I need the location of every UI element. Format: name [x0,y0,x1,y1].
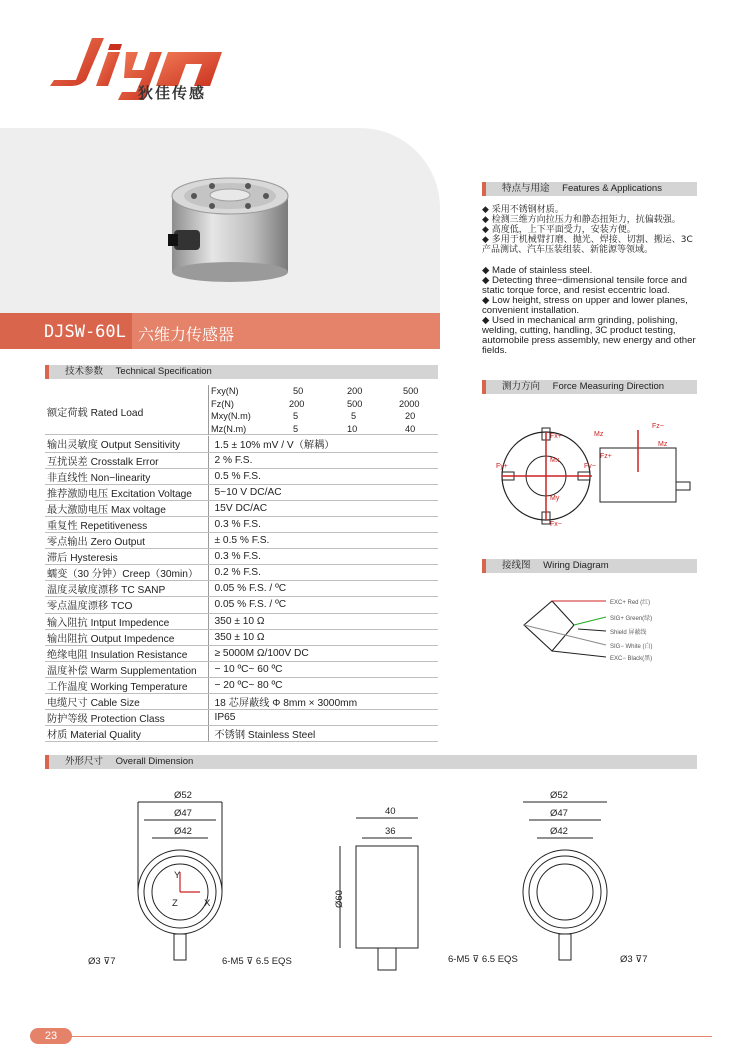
spec-value: 5~10 V DC/AC [208,484,438,500]
spec-value: 350 ± 10 Ω [208,629,438,645]
table-row [45,597,438,613]
dim-label: 6-M5 ⊽ 6.5 EQS [222,956,292,967]
page-number: 23 [30,1028,72,1044]
rated-cell: 50 [293,386,304,396]
rated-cell: 5 [351,411,357,421]
rated-load-label: 额定荷载 Rated Load [47,408,144,419]
table-row [45,436,438,452]
spec-label: 电缆尺寸 Cable Size [45,694,208,710]
spec-label: 非直线性 Non−linearity [45,468,208,484]
rated-cell: 10 [347,423,358,434]
dim-label: Ø52 [174,790,192,801]
force-label: My [550,495,560,502]
spec-label: 输入阻抗 Intput Impedence [45,613,208,629]
rated-cell: Fz(N) [211,398,234,409]
feature-item: ◆ 检测三维方向拉压力和静态扭矩力，抗偏载强。 [482,215,681,225]
spec-label: 工作温度 Working Temperature [45,677,208,693]
dim-label: Ø60 [334,890,345,908]
rated-cell: 500 [403,386,419,396]
spec-value: 0.05 % F.S. / ºC [208,581,438,597]
spec-label: 重复性 Repetitiveness [45,516,208,532]
spec-value: 0.05 % F.S. / ºC [208,597,438,613]
dimension-drawings [40,780,700,980]
section-label-cn: 外形尺寸 [65,756,104,767]
spec-value: 18 芯屏蔽线 Φ 8mm × 3000mm [208,694,438,710]
table-row [45,661,438,677]
product-model: DJSW-60L [44,322,126,342]
rated-cell: Fxy(N) [211,386,239,396]
dim-label: Ø3 ⊽7 [620,954,648,965]
spec-label: 温度补偿 Warm Supplementation [45,661,208,677]
brand-name-cn: 狄佳传感 [138,84,207,102]
rated-cell: 2000 [399,398,420,409]
spec-value: − 10 ºC~ 60 ºC [208,661,438,677]
spec-label: 蠕变（30 分钟）Creep（30min） [45,565,208,581]
features-cn-list [482,205,698,255]
rated-row [209,385,439,398]
wiring-header [482,559,697,573]
section-label-cn: 特点与用途 [502,183,550,194]
dim-label: Ø47 [174,808,192,819]
spec-value: IP65 [208,710,438,726]
rated-cell: 200 [289,398,305,409]
dim-label: 36 [385,826,396,837]
table-row [45,710,438,726]
dim-label: Ø42 [174,826,192,837]
force-label: Fz− [652,423,664,430]
rated-cell: 40 [405,423,416,434]
dimension-header [45,755,697,769]
table-row [45,533,438,549]
spec-value: 不锈钢 Stainless Steel [208,726,438,742]
force-label: Fx− [550,521,562,528]
table-row [45,500,438,516]
section-label-en: Wiring Diagram [543,560,609,571]
wiring-diagram [518,595,698,665]
section-label-cn: 测力方向 [502,381,541,392]
spec-label: 推荐激励电压 Excitation Voltage [45,484,208,500]
spec-value: ± 0.5 % F.S. [208,533,438,549]
feature-item: ◆ Detecting three−dimensional tensile force and static torque force, and resist eccentric load. [482,275,687,296]
section-label-cn: 接线图 [502,560,531,571]
product-title-bar [0,313,440,349]
spec-label: 零点温度漂移 TCO [45,597,208,613]
axis-label: Y [174,870,181,881]
features-en-list [482,266,698,356]
spec-label: 滞后 Hysteresis [45,549,208,565]
axis-label: Z [172,898,178,909]
table-row [45,452,438,468]
feature-item: ◆ Made of stainless steel. [482,265,593,276]
wire-label: Shield 屏蔽线 [610,630,647,636]
spec-value: 0.3 % F.S. [208,549,438,565]
spec-label: 输出灵敏度 Output Sensitivity [45,436,208,452]
force-label: Mz [594,431,604,438]
table-row [45,581,438,597]
dim-label: Ø47 [550,808,568,819]
dim-label: 40 [385,806,396,817]
spec-label: 最大激励电压 Max voltage [45,500,208,516]
table-row [45,645,438,661]
rated-row [209,423,439,436]
spec-label: 输出阻抗 Output Impedence [45,629,208,645]
force-label: Mx [550,457,560,464]
wire-label: SIG+ Green(绿) [610,616,653,622]
spec-label: 防护等级 Protection Class [45,710,208,726]
dim-label: Ø52 [550,790,568,801]
section-label-cn: 技术参数 [65,366,104,377]
features-header [482,182,697,196]
rated-cell: 5 [293,411,299,421]
wire-label: EXC+ Red (红) [610,600,651,606]
spec-label: 零点输出 Zero Output [45,533,208,549]
table-row [45,613,438,629]
feature-item: ◆ 高度低，上下平面受力，安装方便。 [482,225,636,235]
rated-cell: 500 [347,398,363,409]
dim-label: Ø42 [550,826,568,837]
spec-value: 0.3 % F.S. [208,516,438,532]
force-label: Mz [658,441,668,448]
table-row [45,516,438,532]
product-photo [160,168,300,288]
axis-label: X [204,898,211,909]
feature-item: ◆ 多用于机械臂打磨、抛光、焊接、切割、搬运、3C产品测试、汽车压装组装、新能源等领域。 [482,235,693,255]
spec-value: ≥ 5000M Ω/100V DC [208,645,438,661]
rated-cell: 5 [293,423,299,434]
rated-row [209,398,439,411]
section-label-en: Technical Specification [115,366,212,377]
dim-label: Ø3 ⊽7 [88,956,116,967]
tech-spec-header [45,365,438,379]
rated-cell: Mxy(N.m) [211,411,251,421]
table-row [45,468,438,484]
force-label: Fy− [584,463,596,470]
rated-row [209,410,439,423]
wire-label: SIG− White (白) [610,644,653,650]
table-row [45,549,438,565]
spec-value: 15V DC/AC [208,500,438,516]
rated-load-grid [208,385,438,435]
dim-label: 6-M5 ⊽ 6.5 EQS [448,954,518,965]
section-label-en: Overall Dimension [115,756,194,767]
spec-label: 互扰误差 Crosstalk Error [45,452,208,468]
wire-label: EXC− Black(黑) [610,656,653,662]
table-row [45,565,438,581]
spec-value: − 20 ºC~ 80 ºC [208,677,438,693]
force-label: Fx+ [550,433,562,440]
product-name-cn: 六维力传感器 [138,325,235,344]
section-label-en: Features & Applications [562,183,662,194]
spec-label: 温度灵敏度漂移 TC SANP [45,581,208,597]
spec-value: 0.2 % F.S. [208,565,438,581]
spec-label: 绝缘电阻 Insulation Resistance [45,645,208,661]
table-row [45,629,438,645]
force-direction-diagram [492,412,697,537]
force-direction-header [482,380,697,394]
rated-cell: 200 [347,386,363,396]
spec-value: 1.5 ± 10% mV / V（解耦） [208,436,438,452]
feature-item: ◆ Low height, stress on upper and lower planes, convenient installation. [482,295,688,316]
table-row [45,726,438,742]
section-label-en: Force Measuring Direction [552,381,665,392]
spec-value: 0.5 % F.S. [208,468,438,484]
feature-item: ◆ 采用不锈钢材质。 [482,205,564,215]
rated-cell: Mz(N.m) [211,423,247,434]
table-row [45,677,438,693]
footer-line [72,1036,712,1037]
spec-value: 2 % F.S. [208,452,438,468]
feature-item: ◆ Used in mechanical arm grinding, polishing, welding, cutting, handling, 3C product testing, automobile press assembly, new energy and other fields. [482,315,696,356]
rated-cell: 20 [405,411,416,421]
spec-label: 材质 Material Quality [45,726,208,742]
spec-table [45,436,438,742]
force-label: Fy+ [496,463,508,470]
rated-load-block [45,385,438,435]
table-row [45,484,438,500]
force-label: Fz+ [600,453,612,460]
table-row [45,694,438,710]
spec-value: 350 ± 10 Ω [208,613,438,629]
